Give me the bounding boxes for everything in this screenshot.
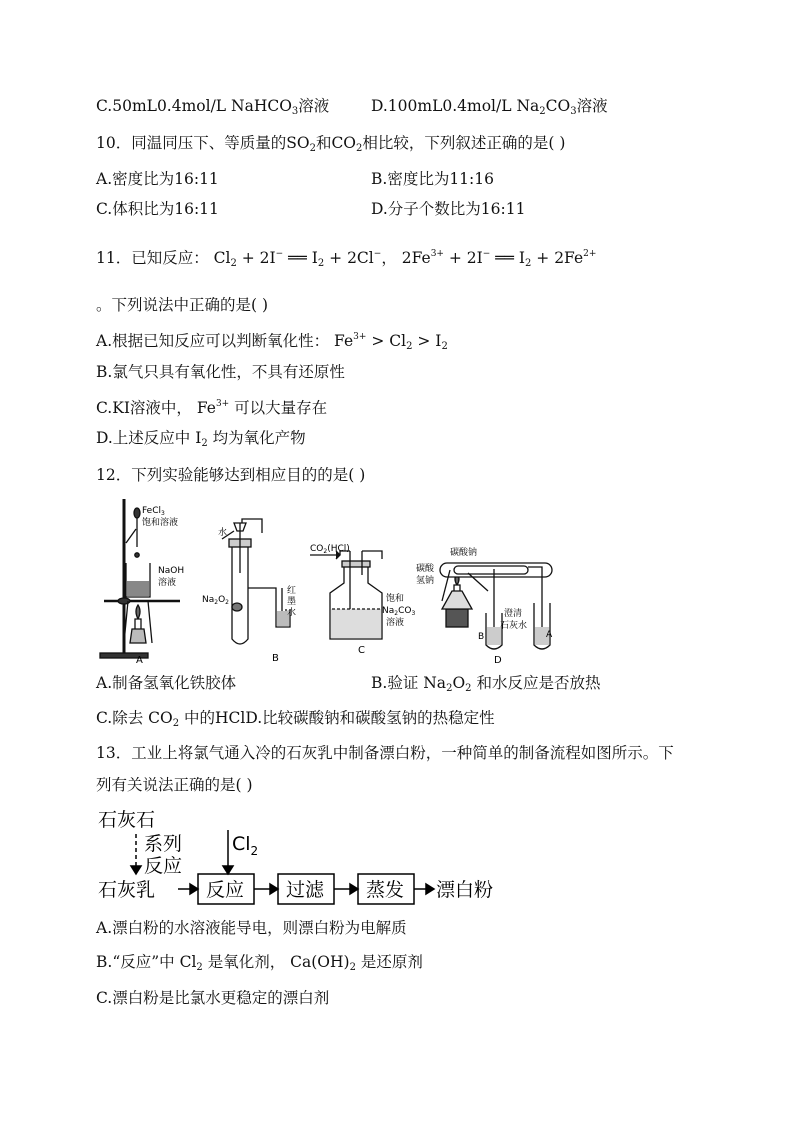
naoh-solution-label: 溶液 (158, 578, 177, 588)
tube-a-label: A (546, 630, 553, 640)
q12-option-b: B.验证 $Na_2O_2$ 和水反应是否放热 (371, 674, 601, 694)
q11-option-d: D.上述反应中 $I_2$ 均为氧化产物 (96, 429, 306, 449)
fecl3-saturated-label: 饱和溶液 (142, 518, 179, 528)
series-reaction-label: 反应 (144, 855, 183, 877)
apparatus-b-letter: B (272, 653, 279, 664)
sodium-bicarbonate-label-1: 碳酸 (416, 564, 435, 574)
series-label: 系列 (144, 833, 183, 855)
q10-option-d: D.分子个数比为16:11 (371, 200, 526, 218)
q11-stem: 11．已知反应： $Cl_2 + 2I^-$ ══ $I_2 + 2Cl^-$， $2Fe^{3+} + 2I^-$ ══ $I_2 + 2Fe^{2+}$ (96, 249, 597, 269)
saturated-label: 饱和 (386, 594, 405, 604)
apparatus-c-letter: C (358, 645, 365, 656)
q13-option-c: C.漂白粉是比氯水更稳定的漂白剂 (96, 989, 330, 1007)
naoh-label: NaOH (158, 566, 185, 576)
cl2-label: $Cl_2$ (232, 833, 259, 858)
q11-option-a: A.根据已知反应可以判断氧化性： $Fe^{3+} > Cl_2 > I_2$ (96, 332, 448, 352)
box-evaporation-label: 蒸发 (366, 879, 405, 901)
sodium-bicarbonate-label-2: 氢钠 (416, 576, 435, 586)
apparatus-a-letter: A (136, 655, 143, 665)
q13-stem: 13．工业上将氯气通入冷的石灰乳中制备漂白粉，一种简单的制备流程如图所示。下 (96, 744, 674, 762)
q10-stem: 10．同温同压下、等质量的$SO_2$和$CO_2$相比较，下列叙述正确的是( ) (96, 134, 566, 154)
red-ink-label-3: 水 (287, 608, 297, 618)
q11-option-b: B.氯气只具有氧化性，不具有还原性 (96, 363, 345, 381)
limewater-label-2: 石灰水 (500, 621, 528, 631)
solution-label: 溶液 (386, 618, 405, 628)
co2-hcl-label: $CO_2(HCl)$ (310, 544, 350, 555)
q11-option-c: C.KI溶液中， $Fe^{3+}$ 可以大量存在 (96, 399, 328, 417)
q13-option-b: B.“反应”中 $Cl_2$ 是氧化剂， $Ca(OH)_2$ 是还原剂 (96, 953, 423, 973)
sodium-carbonate-label: 碳酸钠 (450, 548, 478, 558)
q12-option-a: A.制备氢氧化铁胶体 (96, 674, 237, 692)
q9-option-c: C.50mL0.4mol/L NaHCO$_3$溶液 (96, 97, 330, 117)
q9-option-d: D.100mL0.4mol/L $Na_2CO_3$溶液 (371, 97, 608, 117)
q12-stem: 12．下列实验能够达到相应目的的是( ) (96, 466, 366, 484)
q13-option-a: A.漂白粉的水溶液能导电，则漂白粉为电解质 (96, 919, 407, 937)
q10-option-a: A.密度比为16:11 (96, 170, 219, 188)
q11-stem-continued: 。下列说法中正确的是( ) (96, 296, 269, 314)
red-ink-label-1: 红 (287, 586, 297, 596)
red-ink-label-2: 墨 (287, 597, 297, 607)
fecl3-label: FeCl$_3$ (142, 506, 165, 517)
bleaching-powder-label: 漂白粉 (436, 879, 494, 901)
limestone-label: 石灰石 (98, 809, 156, 831)
box-filtration-label: 过滤 (286, 879, 325, 901)
na2co3-label: $Na_2CO_3$ (382, 606, 416, 617)
apparatus-b (222, 519, 290, 644)
q12-apparatus-figure (96, 493, 556, 665)
lime-milk-label: 石灰乳 (98, 879, 156, 901)
q10-option-b: B.密度比为11:16 (371, 170, 494, 188)
apparatus-c (310, 551, 382, 639)
limewater-label-1: 澄清 (504, 609, 523, 619)
q13-flow-diagram (96, 806, 506, 910)
water-label: 水 (218, 528, 228, 538)
tube-b-label: B (478, 632, 485, 642)
na2o2-label: $Na_2O_2$ (202, 595, 229, 606)
box-reaction-label: 反应 (206, 879, 245, 901)
q13-stem-continued: 列有关说法正确的是( ) (96, 776, 253, 794)
q12-option-cd: C.除去 $CO_2$ 中的HClD.比较碳酸钠和碳酸氢钠的热稳定性 (96, 709, 495, 729)
q10-option-c: C.体积比为16:11 (96, 200, 219, 218)
apparatus-d (440, 563, 552, 649)
apparatus-d-letter: D (494, 655, 502, 665)
